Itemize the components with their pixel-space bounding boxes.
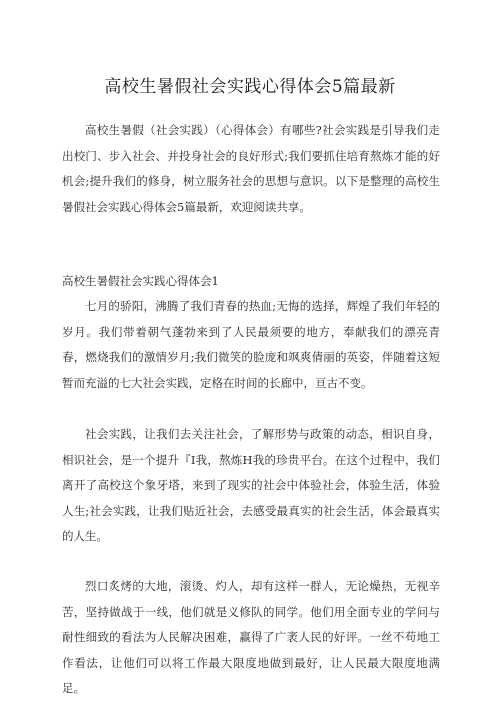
body-paragraph-1: 七月的骄阳，沸腾了我们青春的热血;无悔的选择，辉煌了我们年轻的岁月。我们带着朝气蓬勃来到了人民最须要的地方，奉献我们的漂亮青春，燃烧我们的激情岁月;我们微笑的脸庞和飒爽倩丽的英姿，伴随着这短暂而充溢的七大社会实践，定格在时间的长廊中，亘古不变。: [62, 299, 440, 390]
body-paragraph-2: 社会实践，让我们去关注社会，了解形势与政策的动态，相识自身，相识社会，是一个提升『I我，熬炼H我的珍贵平台。在这个过程中，我们离开了高校这个象牙塔，来到了现实的社会中体验社会，体验生活，体验人生;社会实践，让我们贴近社会，去感受最真实的社会生活，体会最真实的人生。: [62, 427, 440, 543]
intro-paragraph: 高校生暑假（社会实践）（心得体会）有哪些?社会实践是引导我们走出校门、步入社会、并投身社会的良好形式;我们要抓住培育熬炼才能的好机会;提升我们的修身，树立服务社会的思想与意识。以下是整理的高校生暑假社会实践心得体会5篇最新，欢迎阅读共享。: [62, 123, 440, 214]
document-title: 高校生暑假社会实践心得体会5篇最新: [104, 77, 396, 97]
section-heading: 高校生暑假社会实践心得体会1: [62, 274, 219, 288]
body-paragraph-3: 烈口炙烤的大地，滚烫、灼人，却有这样一群人，无论燥热，无视辛苦，坚持做战于一线，他们就是义修队的同学。他们用全面专业的学问与耐性细致的看法为人民解决困难，赢得了广袤人民的好评。一丝不苟地工作看法，让他们可以将工作最大限度地做到最好，让人民最大限度地满足。: [62, 579, 440, 695]
